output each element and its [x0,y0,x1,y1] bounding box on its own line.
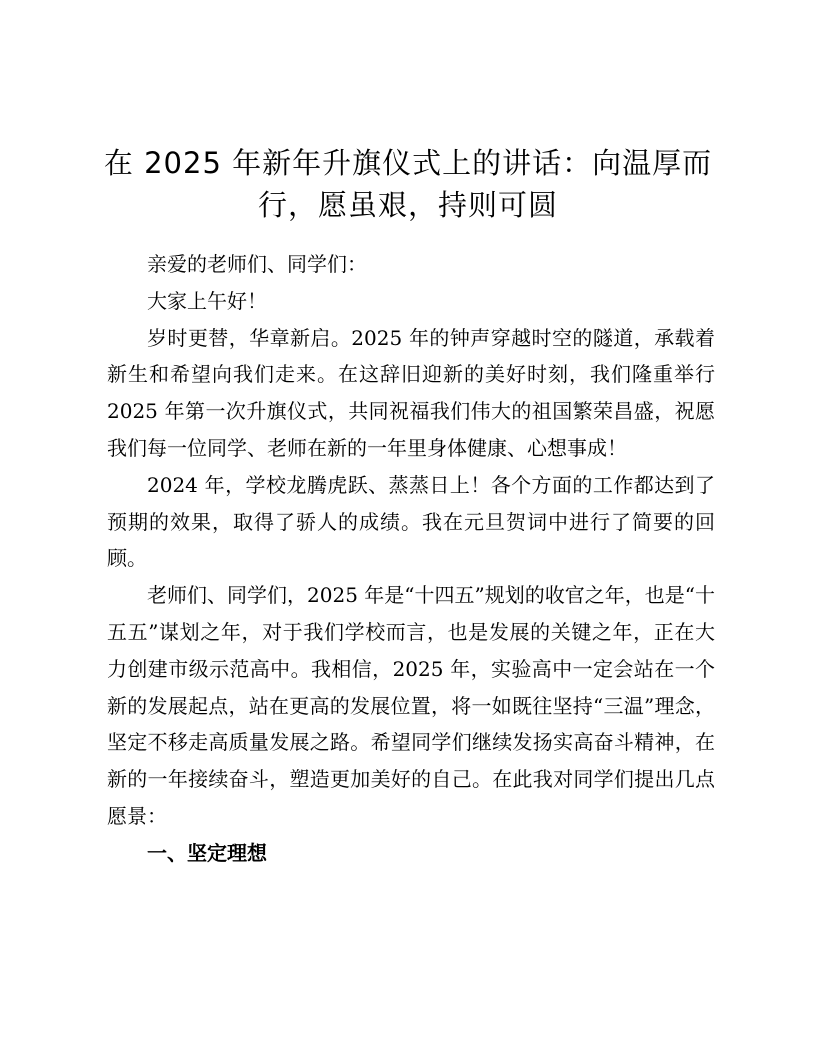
salutation: 亲爱的老师们、同学们： [147,252,367,276]
body-paragraph: 岁时更替，华章新启。2025 年的钟声穿越时空的隧道，承载着新生和希望向我们走来。在这辞旧迎新的美好时刻，我们隆重举行 2025 年第一次升旗仪式，共同祝福我们伟大的祖国繁荣昌盛，祝愿我们每一位同学、老师在新的一年里身体健康、心想事成！ [107,325,715,460]
document-body [107,246,715,872]
body-paragraph: 老师们、同学们，2025 年是“十四五”规划的收官之年，也是“十五五”谋划之年，对于我们学校而言，也是发展的关键之年，正在大力创建市级示范高中。我相信，2025 年，实验高中一定会站在一个新的发展起点，站在更高的发展位置，将一如既往坚持“三温”理念，坚定不移走高质量发展之路。希望同学们继续发扬实高奋斗精神，在新的一年接续奋斗，塑造更加美好的自己。在此我对同学们提出几点愿景： [107,583,715,828]
greeting: 大家上午好！ [147,288,267,313]
body-paragraph: 2024 年，学校龙腾虎跃、蒸蒸日上！各个方面的工作都达到了预期的效果，取得了骄人的成绩。我在元旦贺词中进行了简要的回顾。 [107,472,715,571]
document-title: 在 2025 年新年升旗仪式上的讲话：向温厚而行，愿虽艰，持则可圆 [103,146,713,222]
section-heading: 一、坚定理想 [147,840,267,865]
